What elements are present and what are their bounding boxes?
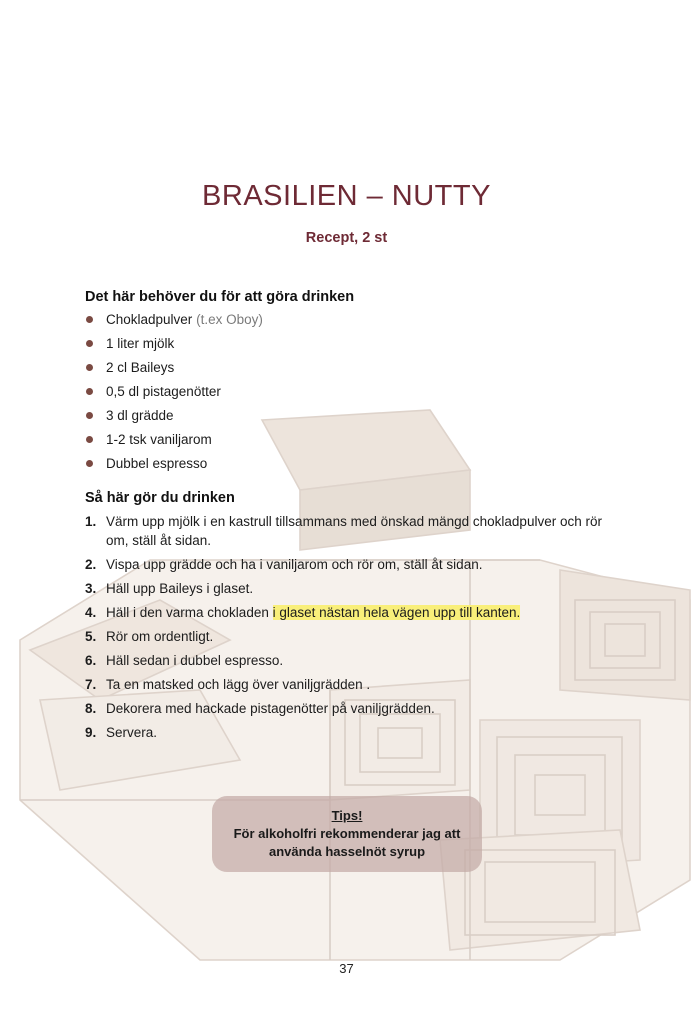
step-number: 5.	[85, 629, 97, 644]
ingredient-item: 0,5 dl pistagenötter	[85, 382, 263, 406]
ingredient-item: 1 liter mjölk	[85, 334, 263, 358]
page-number: 37	[339, 961, 354, 976]
ingredient-item: Dubbel espresso	[85, 454, 263, 478]
step-number: 8.	[85, 701, 97, 716]
step-number: 6.	[85, 653, 97, 668]
bullet-icon	[86, 316, 93, 323]
page-title: BRASILIEN – NUTTY	[202, 180, 491, 212]
step-number: 7.	[85, 677, 97, 692]
bullet-icon	[86, 340, 93, 347]
ingredients-list	[85, 310, 263, 478]
bullet-icon	[86, 388, 93, 395]
steps-list	[85, 512, 605, 747]
bullet-icon	[86, 460, 93, 467]
ingredient-item: 2 cl Baileys	[85, 358, 263, 382]
bullet-icon	[86, 412, 93, 419]
ingredient-item: Chokladpulver (t.ex Oboy)	[85, 310, 263, 334]
step-number: 4.	[85, 605, 97, 620]
ingredients-heading: Det här behöver du för att göra drinken	[85, 289, 355, 305]
bullet-icon	[86, 364, 93, 371]
tips-box	[212, 796, 482, 872]
ingredient-item: 1-2 tsk vaniljarom	[85, 430, 263, 454]
step-number: 2.	[85, 557, 97, 572]
step-item: 3. Häll upp Baileys i glaset.	[85, 581, 254, 596]
recipe-subtitle: Recept, 2 st	[305, 230, 388, 246]
highlighted-text: i glaset nästan hela vägen upp till kanten.	[272, 605, 521, 620]
step-number: 9.	[85, 725, 97, 740]
step-item: 5. Rör om ordentligt.	[85, 629, 214, 644]
step-item: 7. Ta en matsked och lägg över vaniljgrädden .	[85, 677, 371, 692]
step-item: 4. Häll i den varma chokladen i glaset nästan hela vägen upp till kanten.	[85, 605, 521, 620]
step-item: 6. Häll sedan i dubbel espresso.	[85, 653, 284, 668]
step-number: 1.	[85, 514, 97, 529]
tips-title: Tips!	[331, 808, 363, 823]
steps-heading: Så här gör du drinken	[85, 490, 235, 506]
tips-text: För alkoholfri rekommenderar jag att använda hasselnöt syrup	[233, 826, 461, 859]
step-item: 8. Dekorera med hackade pistagenötter på vaniljgrädden.	[85, 701, 435, 716]
ingredient-note: (t.ex Oboy)	[196, 312, 263, 327]
step-item: 9. Servera.	[85, 725, 158, 740]
step-item: 1. Värm upp mjölk i en kastrull tillsammans med önskad mängd chokladpulver och rör om, ställ åt sidan.	[85, 514, 602, 548]
bullet-icon	[86, 436, 93, 443]
step-number: 3.	[85, 581, 97, 596]
step-item: 2. Vispa upp grädde och ha i vaniljarom och rör om, ställ åt sidan.	[85, 557, 483, 572]
ingredient-item: 3 dl grädde	[85, 406, 263, 430]
